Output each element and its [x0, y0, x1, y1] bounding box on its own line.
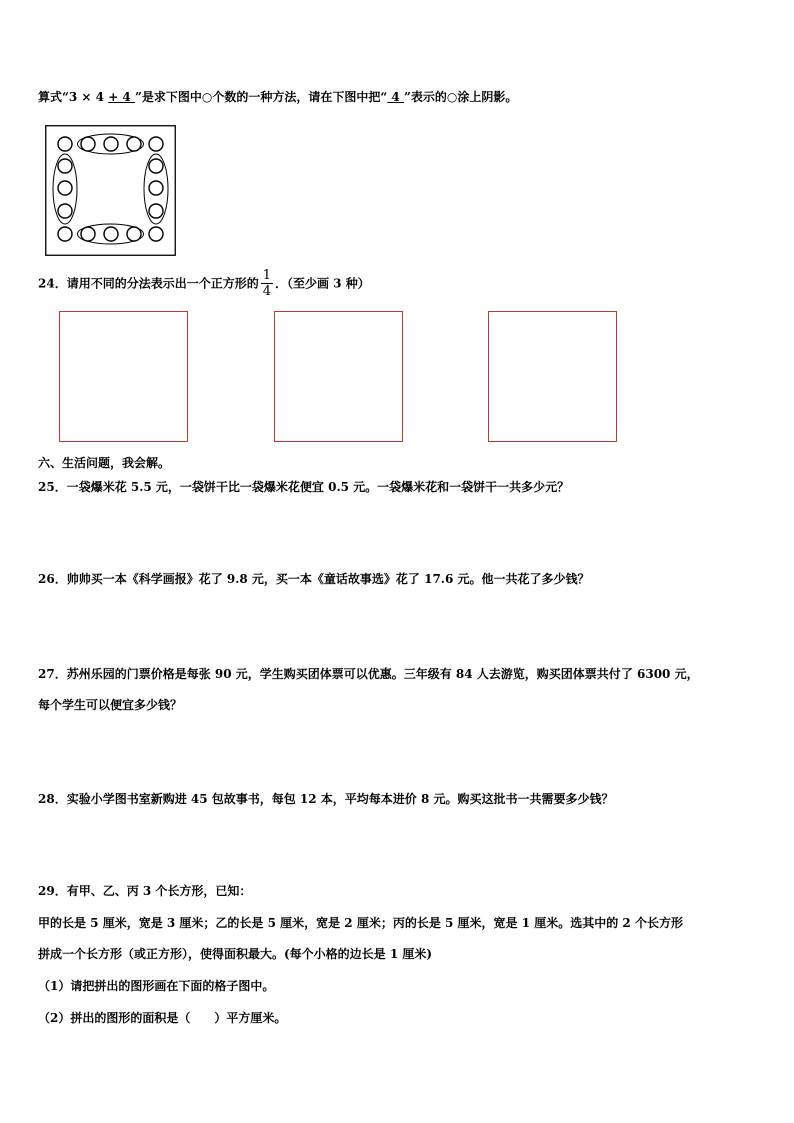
plus-four-underlined: + 4	[108, 90, 135, 104]
circle	[127, 137, 141, 151]
circle	[81, 227, 95, 241]
four-underlined: 4	[387, 90, 404, 104]
circle	[127, 227, 141, 241]
circle	[81, 137, 95, 151]
circle	[149, 227, 163, 241]
section-heading: 六、生活问题，我会解。	[38, 456, 171, 470]
circle	[149, 137, 163, 151]
q29-sub1: （1）请把拼出的图形画在下面的格子图中。	[38, 979, 275, 993]
q29-line2: 甲的长是 5 厘米，宽是 3 厘米；乙的长是 5 厘米，宽是 2 厘米；丙的长是 5 厘米，宽是 1 厘米。选其中的 2 个长方形	[38, 916, 683, 930]
circle-arrangement-figure	[45, 125, 176, 256]
circle	[58, 159, 72, 173]
circle	[149, 181, 163, 195]
circle	[104, 227, 118, 241]
circle	[58, 227, 72, 241]
q27-line2: 每个学生可以便宜多少钱？	[38, 698, 183, 712]
circle	[58, 137, 72, 151]
q23-text: 算式“3 × 4 + 4 ”是求下图中○个数的一种方法，请在下图中把“ 4 ”表示的○涂上阴影。	[38, 90, 518, 104]
q28-text: 28．实验小学图书室新购进 45 包故事书，每包 12 本，平均每本进价 8 元。购买这批书一共需要多少钱？	[38, 792, 614, 806]
drawing-square-2[interactable]	[274, 311, 403, 442]
drawing-square-3[interactable]	[488, 311, 617, 442]
q27-line1: 27．苏州乐园的门票价格是每张 90 元，学生购买团体票可以优惠。三年级有 84 人去游览，购买团体票共付了 6300 元，	[38, 667, 699, 681]
fraction-one-quarter: $\frac{1}{4}$	[262, 268, 271, 299]
circle	[149, 159, 163, 173]
q25-text: 25．一袋爆米花 5.5 元，一袋饼干比一袋爆米花便宜 0.5 元。一袋爆米花和一袋饼干一共多少元？	[38, 480, 570, 494]
q29-line1: 29．有甲、乙、丙 3 个长方形，已知：	[38, 884, 252, 898]
q29-line3: 拼成一个长方形（或正方形），使得面积最大。(每个小格的边长是 1 厘米)	[38, 947, 433, 961]
circle	[58, 181, 72, 195]
circle	[149, 204, 163, 218]
drawing-square-1[interactable]	[59, 311, 188, 442]
q24-text: 24．请用不同的分法表示出一个正方形的 $\frac{1}{4}$ ．（至少画 3 种）	[38, 268, 370, 299]
circle	[104, 137, 118, 151]
q26-text: 26．帅帅买一本《科学画报》花了 9.8 元，买一本《童话故事选》花了 17.6 元。他一共花了多少钱？	[38, 572, 590, 586]
q29-sub2: （2）拼出的图形的面积是（ ）平方厘米。	[38, 1011, 287, 1025]
circle	[58, 204, 72, 218]
